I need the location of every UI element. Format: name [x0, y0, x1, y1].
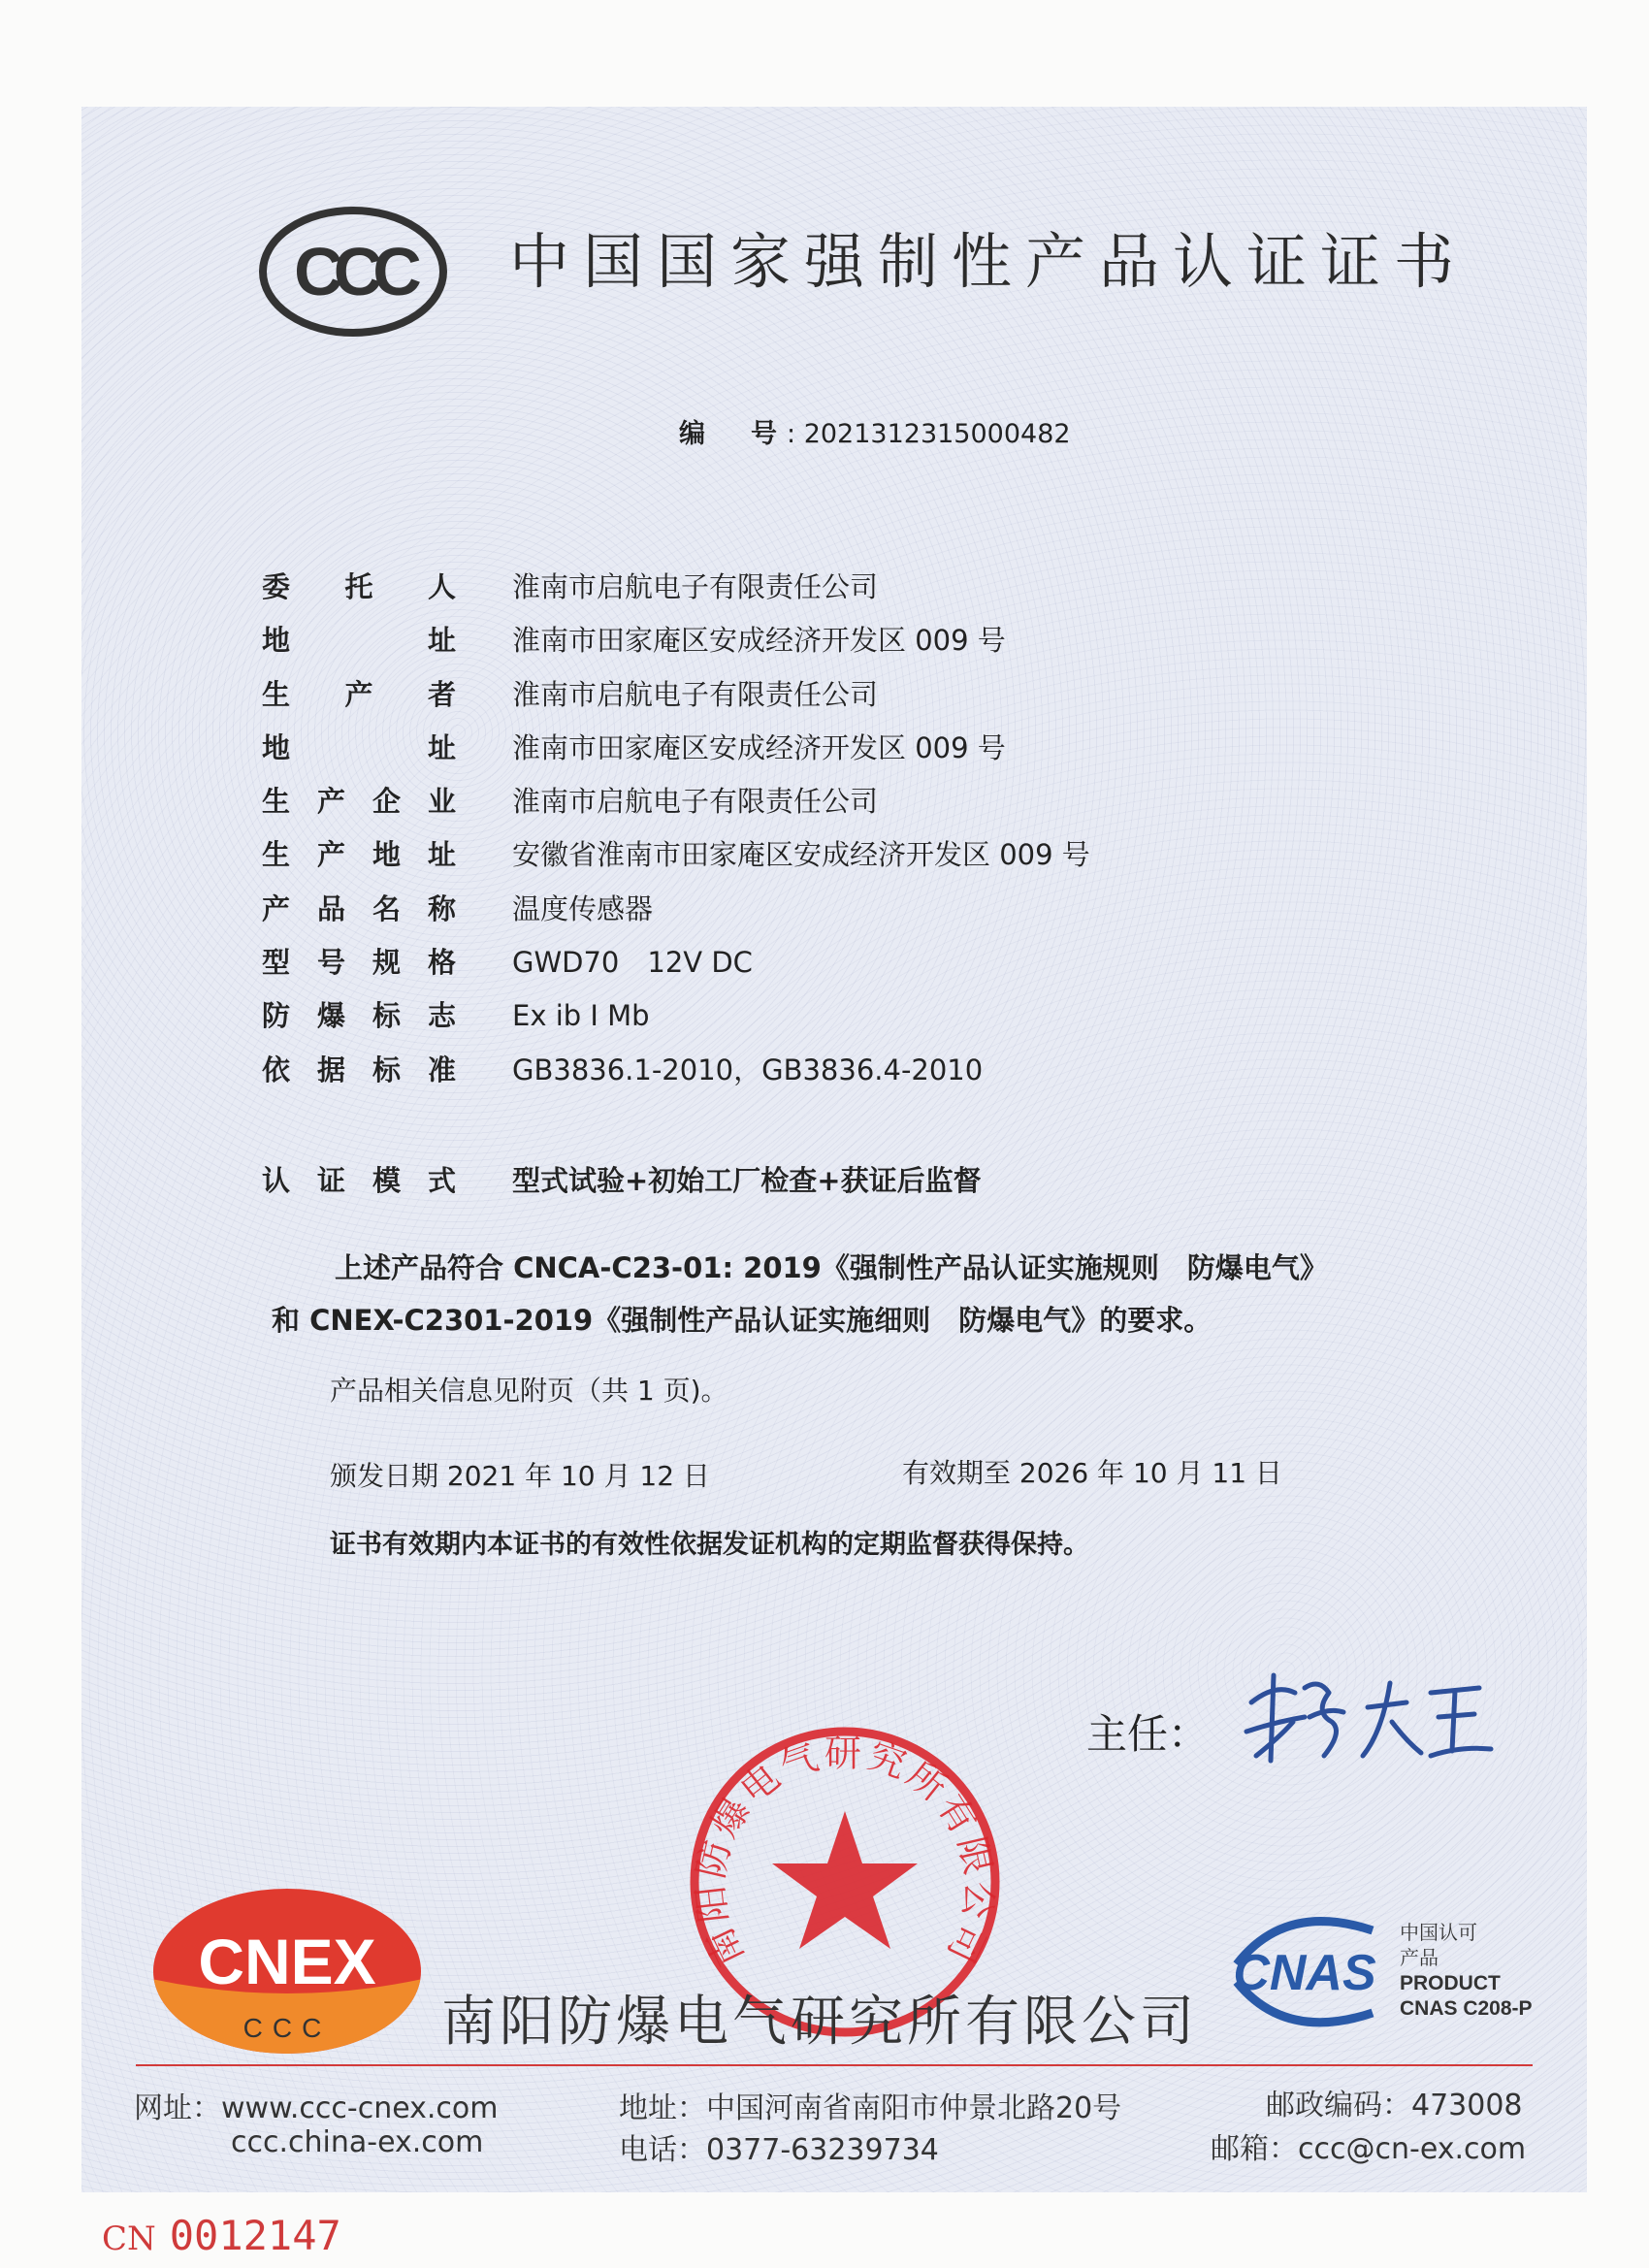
field-row — [262, 729, 1426, 782]
field-value: GB3836.1-2010，GB3836.4-2010 — [512, 1053, 984, 1086]
cnas-line-1: 中国认可 — [1400, 1921, 1477, 1944]
field-value: 淮南市启航电子有限责任公司 — [512, 570, 879, 603]
phone-value: 0377-63239734 — [706, 2133, 939, 2167]
field-value: 淮南市田家庵区安成经济开发区 009 号 — [512, 624, 1006, 658]
certificate-fields — [262, 567, 1426, 1104]
field-value: 温度传感器 — [512, 891, 654, 925]
issue-date: 颁发日期 2021 年 10 月 12 日 — [330, 1460, 710, 1492]
footer-phone — [619, 2125, 939, 2168]
website-2[interactable]: ccc.china-ex.com — [231, 2125, 484, 2159]
address-label: 地址： — [619, 2091, 706, 2125]
field-row — [262, 1051, 1426, 1104]
statement-line-2: 和 CNEX-C2301-2019《强制性产品认证实施细则 防爆电气》的要求。 — [272, 1304, 1212, 1337]
attachment-note: 产品相关信息见附页（共 1 页)。 — [330, 1375, 728, 1407]
serial-number — [102, 2212, 341, 2259]
field-label: 产品名称 — [262, 891, 456, 925]
cert-mode-value: 型式试验+初始工厂检查+获证后监督 — [512, 1164, 982, 1197]
field-label: 型号规格 — [262, 946, 456, 980]
footer-address — [619, 2084, 1121, 2126]
validity-note: 证书有效期内本证书的有效性依据发证机构的定期监督获得保持。 — [330, 1530, 1089, 1560]
certification-mode — [262, 1159, 982, 1199]
certificate-title: 中国国家强制性产品认证证书 — [509, 226, 1469, 297]
serial-prefix: CN — [102, 2219, 156, 2258]
serial-value: 0012147 — [169, 2212, 341, 2259]
cnex-logo-sub: CCC — [242, 2013, 332, 2043]
field-row — [262, 943, 1426, 996]
address-value: 中国河南省南阳市仲景北路20号 — [706, 2091, 1122, 2125]
cert-number-colon: : — [787, 419, 796, 449]
field-label: 地址 — [262, 624, 456, 658]
compliance-statement — [272, 1242, 1348, 1346]
footer-divider — [136, 2064, 1533, 2066]
ccc-logo-text: CCC — [294, 234, 412, 309]
field-value: Ex ib Ⅰ Mb — [512, 999, 650, 1033]
certificate-number — [679, 412, 1071, 450]
field-row — [262, 675, 1426, 729]
footer-postcode — [1266, 2081, 1523, 2123]
field-label: 生产企业 — [262, 785, 456, 819]
field-value: 安徽省淮南市田家庵区安成经济开发区 009 号 — [512, 838, 1090, 872]
cert-number-value: 2021312315000482 — [803, 419, 1071, 449]
field-label: 生产者 — [262, 677, 456, 711]
field-row — [262, 835, 1426, 889]
field-row — [262, 567, 1426, 621]
field-row — [262, 890, 1426, 943]
cnas-line-3: PRODUCT — [1400, 1972, 1501, 1994]
cnas-line-2: 产品 — [1400, 1946, 1439, 1969]
cnas-logo-text: CNAS — [1233, 1945, 1376, 2001]
email-label: 邮箱： — [1211, 2132, 1298, 2166]
cnex-logo — [151, 1887, 423, 2057]
expiry-date: 有效期至 2026 年 10 月 11 日 — [902, 1457, 1282, 1489]
cnas-line-4: CNAS C208-P — [1400, 1997, 1533, 2020]
cert-mode-label: 认证模式 — [262, 1164, 456, 1197]
footer-email — [1211, 2124, 1526, 2167]
field-row — [262, 782, 1426, 835]
cnas-logo — [1227, 1906, 1557, 2037]
organization-name: 南阳防爆电气研究所有限公司 — [441, 1991, 1198, 2054]
field-label: 依据标准 — [262, 1053, 456, 1086]
website-1[interactable]: www.ccc-cnex.com — [221, 2091, 499, 2125]
director-label: 主任： — [1086, 1710, 1210, 1758]
email-value[interactable]: ccc@cn-ex.com — [1298, 2132, 1527, 2166]
field-label: 生产地址 — [262, 838, 456, 872]
director-signature — [1237, 1664, 1499, 1780]
phone-label: 电话： — [619, 2133, 706, 2167]
field-value: 淮南市启航电子有限责任公司 — [512, 785, 879, 819]
ccc-logo-icon — [258, 206, 448, 338]
field-value: 淮南市启航电子有限责任公司 — [512, 677, 879, 711]
cnex-logo-text: CNEX — [198, 1926, 376, 1997]
cert-number-label: 编 号 — [679, 419, 787, 449]
field-label: 地址 — [262, 730, 456, 764]
field-row — [262, 996, 1426, 1050]
postcode-value: 473008 — [1411, 2089, 1523, 2122]
field-row — [262, 621, 1426, 674]
seal-text: 南阳防爆电气研究所有限公司 — [688, 1732, 1002, 1973]
postcode-label: 邮政编码： — [1266, 2089, 1411, 2122]
footer-website — [134, 2084, 499, 2126]
field-label: 防爆标志 — [262, 999, 456, 1033]
field-value: GWD70 12V DC — [512, 946, 753, 980]
website-label: 网址： — [134, 2091, 221, 2125]
field-value: 淮南市田家庵区安成经济开发区 009 号 — [512, 730, 1006, 764]
field-label: 委托人 — [262, 570, 456, 603]
statement-line-1: 上述产品符合 CNCA-C23-01: 2019《强制性产品认证实施规则 防爆电气》 — [335, 1251, 1328, 1284]
